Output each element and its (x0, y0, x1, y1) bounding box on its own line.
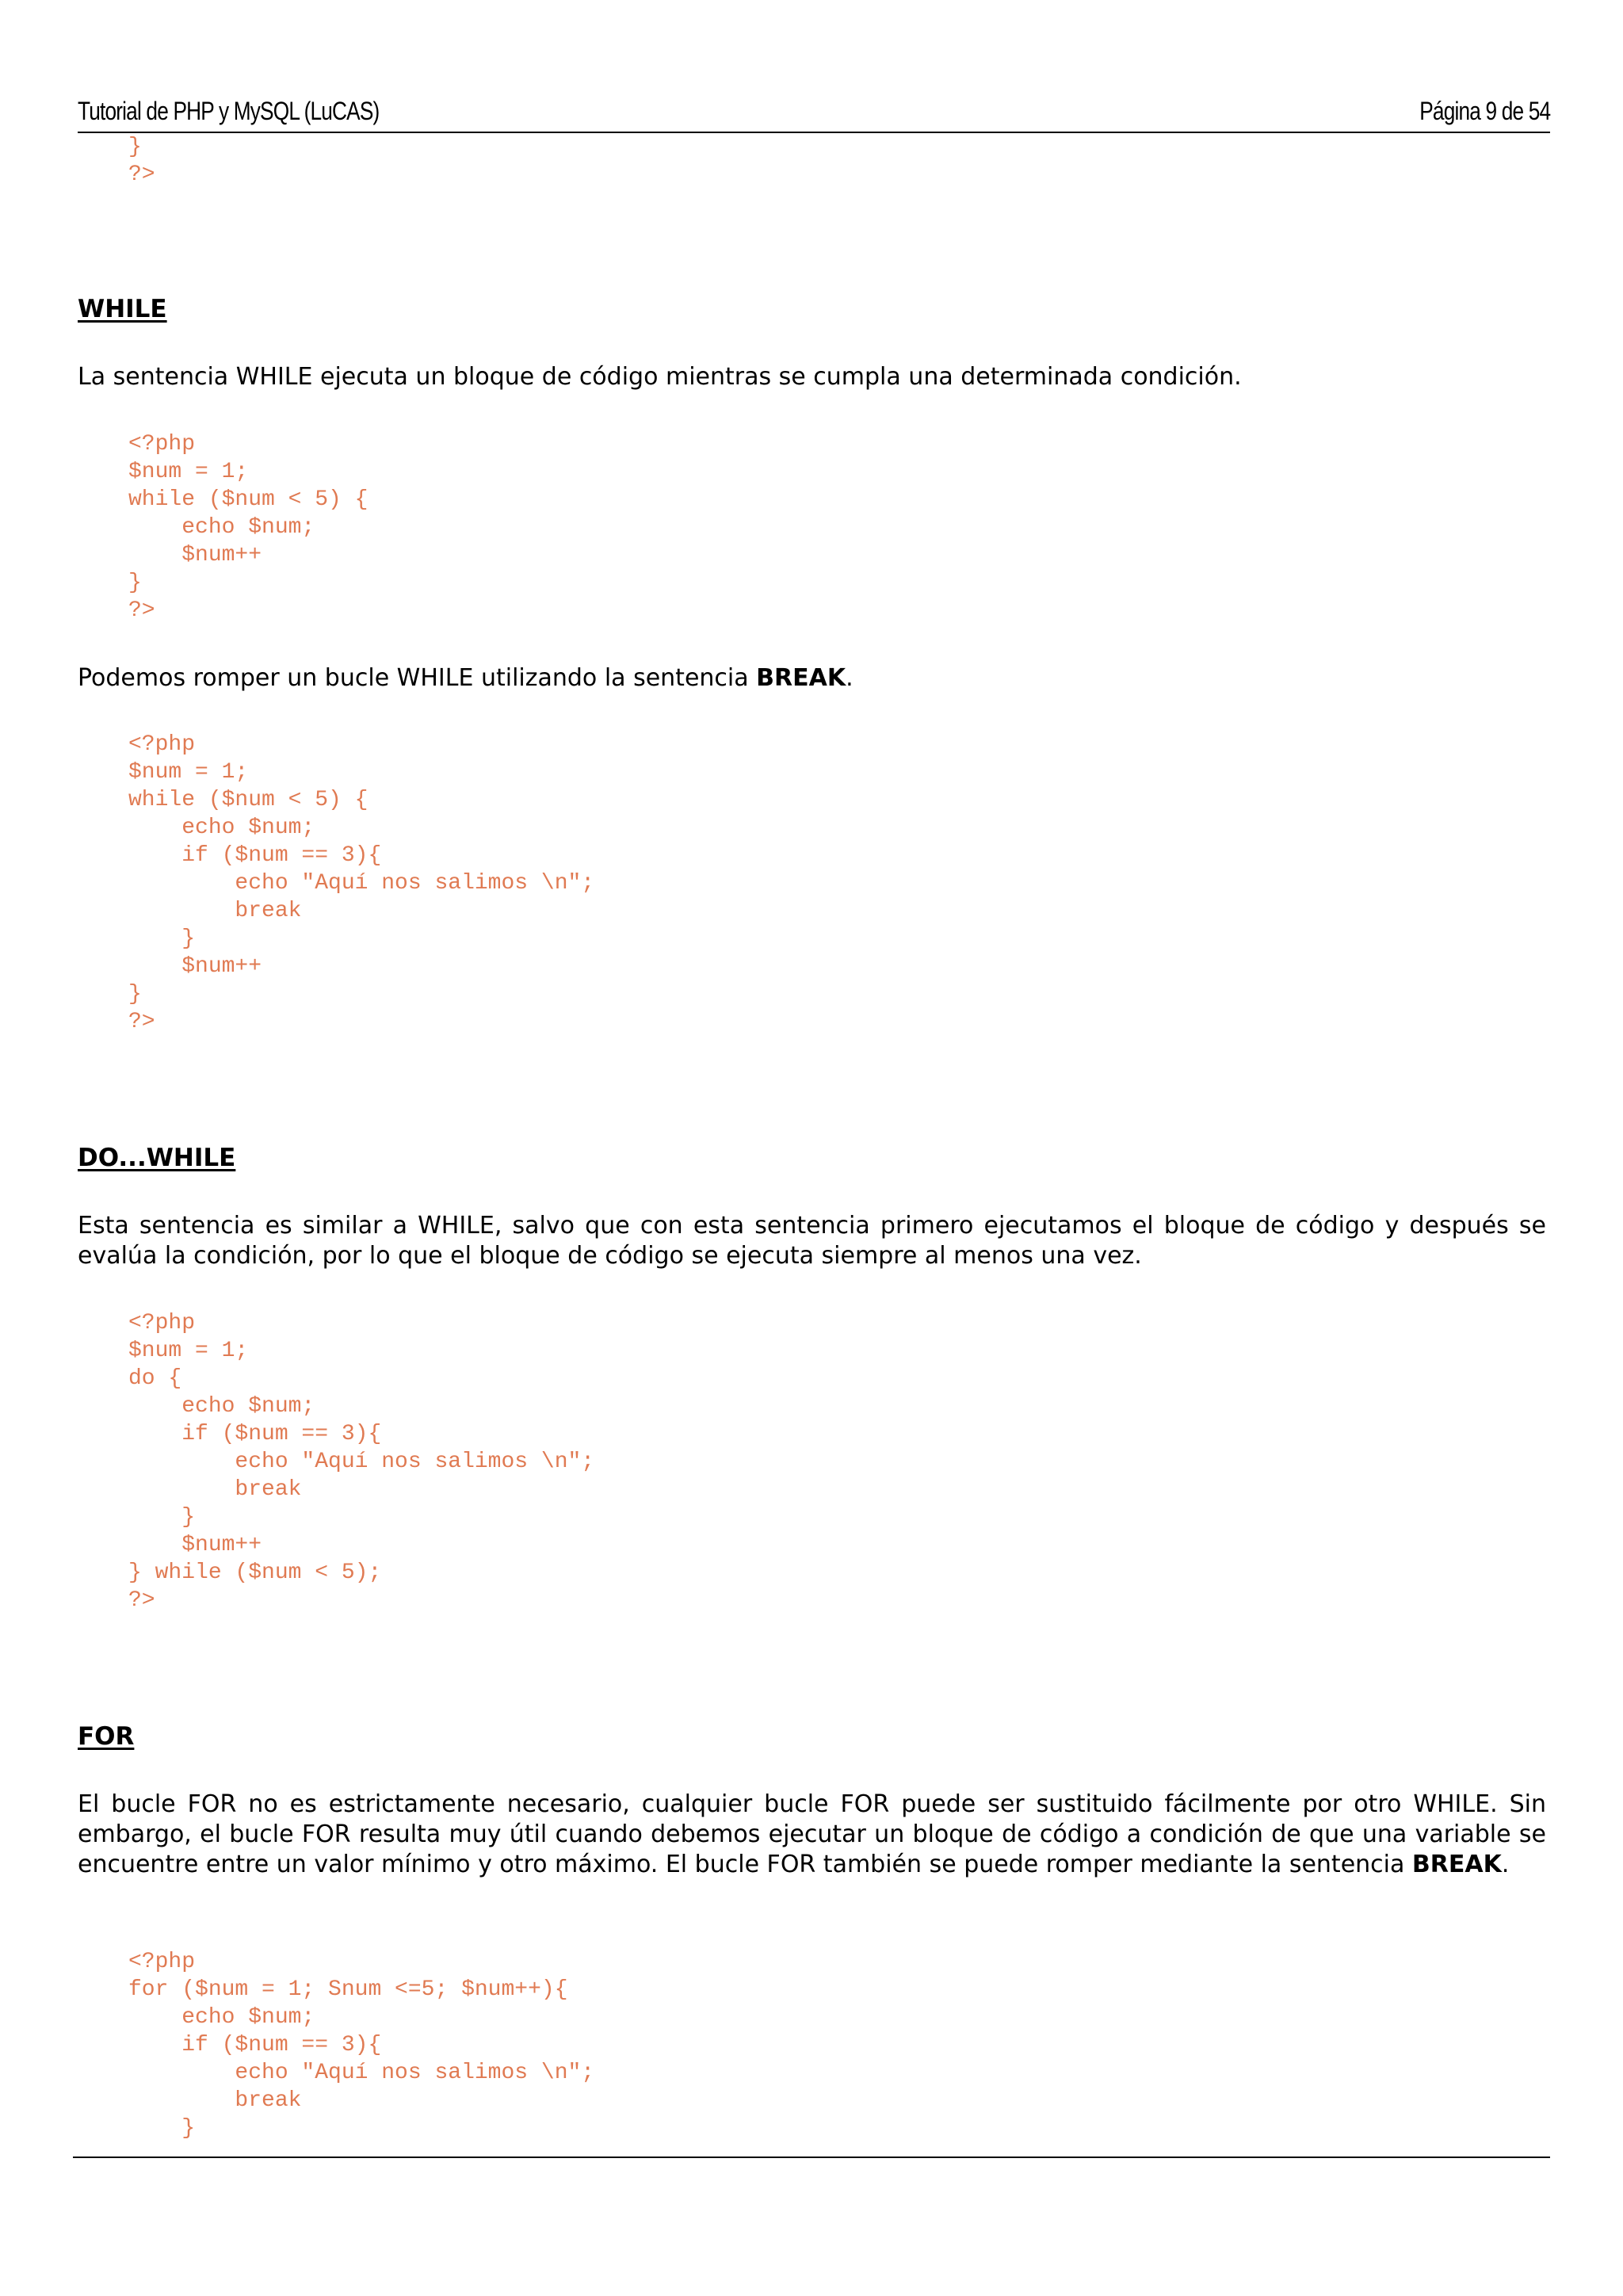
do-while-intro: Esta sentencia es similar a WHILE, salvo que con esta sentencia primero ejecutamos el bloque de código y después se evalúa la condición, por lo que el bloque de código se ejecuta siempre al menos una vez. (78, 1212, 1546, 1270)
heading-for: FOR (78, 1722, 135, 1751)
for-intro-period: . (1501, 1851, 1510, 1878)
page-number: Página 9 de 54 (1419, 97, 1550, 125)
for-intro (78, 1790, 1546, 1880)
code-block-do-while: <?php $num = 1; do { echo $num; if ($num == 3){ echo "Aquí nos salimos \n"; break } $num++ } while ($num < 5); ?> (128, 1311, 595, 1613)
while-intro: La sentencia WHILE ejecuta un bloque de código mientras se cumpla una determinada condición. (78, 363, 1242, 391)
while-break-text: Podemos romper un bucle WHILE utilizando la sentencia (78, 664, 757, 692)
code-block-while: <?php $num = 1; while ($num < 5) { echo $num; $num++ } ?> (128, 432, 369, 623)
page-header (78, 97, 1550, 133)
break-keyword: BREAK (756, 664, 846, 692)
code-block-while-break: <?php $num = 1; while ($num < 5) { echo $num; if ($num == 3){ echo "Aquí nos salimos \n"; break } $num++ } ?> (128, 732, 595, 1034)
while-break-period: . (846, 664, 854, 692)
heading-do-while: DO...WHILE (78, 1144, 236, 1172)
heading-while: WHILE (78, 295, 167, 323)
footer-divider (73, 2157, 1550, 2158)
while-break-paragraph (78, 663, 1546, 693)
document-title: Tutorial de PHP y MySQL (LuCAS) (78, 97, 380, 125)
code-block-for: <?php for ($num = 1; Snum <=5; $num++){ echo $num; if ($num == 3){ echo "Aquí nos salimos \n"; break } (128, 1950, 595, 2141)
for-intro-text: El bucle FOR no es estrictamente necesario, cualquier bucle FOR puede ser sustituido fácilmente por otro WHILE. Sin embargo, el bucle FOR resulta muy útil cuando debemos ejecutar un bloque de código a condición de que una variable se encuentre entre un valor mínimo y otro máximo. El bucle FOR también se puede romper mediante la sentencia (78, 1790, 1546, 1878)
code-block-continuation: } ?> (128, 135, 155, 187)
for-break-keyword: BREAK (1411, 1851, 1502, 1878)
